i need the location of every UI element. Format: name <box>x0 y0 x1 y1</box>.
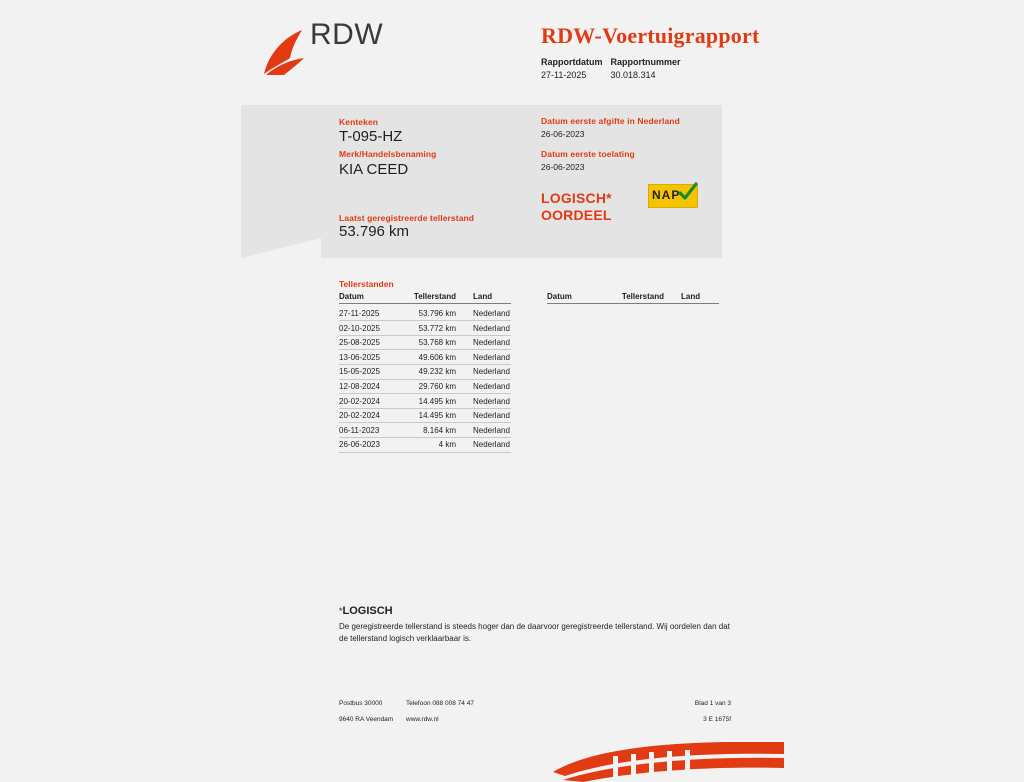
table-header-rule-left <box>339 303 511 304</box>
footer-phone: Telefoon 088 008 74 47 <box>406 700 474 707</box>
page-footer <box>339 700 731 732</box>
rdw-logo-text: RDW <box>310 18 384 51</box>
rapportnummer-value: 30.018.314 <box>610 70 656 80</box>
oordeel-block <box>541 190 612 224</box>
row-divider <box>339 452 511 453</box>
row-divider <box>339 349 511 350</box>
footer-row-1 <box>339 700 731 716</box>
row-divider <box>339 393 511 394</box>
cell-land: Nederland <box>473 367 510 377</box>
cell-datum: 06-11-2023 <box>339 425 380 435</box>
cell-tellerstand: 53.772 km <box>418 323 456 333</box>
row-divider <box>339 379 511 380</box>
table-row <box>339 411 519 426</box>
table-header-rule-right <box>547 303 719 304</box>
table-row <box>339 324 519 339</box>
merk-label: Merk/Handelsbenaming <box>339 149 437 159</box>
kenteken-value: T-095-HZ <box>339 128 403 145</box>
tellerstanden-title: Tellerstanden <box>339 279 394 289</box>
eerste-afgifte-label: Datum eerste afgifte in Nederland <box>541 116 680 126</box>
cell-tellerstand: 49.606 km <box>418 352 456 362</box>
nap-badge-label: NAP <box>652 188 681 202</box>
laatste-tellerstand-label: Laatst geregistreerde tellerstand <box>339 213 475 223</box>
column-header-datum-2: Datum <box>547 292 572 301</box>
eerste-afgifte-value: 26-06-2023 <box>541 129 585 139</box>
cell-datum: 25-08-2025 <box>339 338 380 348</box>
cell-land: Nederland <box>473 396 510 406</box>
cell-tellerstand: 53.796 km <box>418 309 456 318</box>
footer-doc-code: 3 E 1675f <box>703 716 731 723</box>
table-row <box>339 367 519 382</box>
cell-tellerstand: 14.495 km <box>418 411 456 421</box>
column-header-tellerstand-2: Tellerstand <box>621 292 664 301</box>
vehicle-summary-band <box>241 105 722 258</box>
footnote-star: * <box>339 606 343 616</box>
cell-land: Nederland <box>473 440 510 450</box>
table-row <box>339 397 519 412</box>
cell-tellerstand: 29.760 km <box>418 382 456 391</box>
rapportdatum-block <box>541 56 608 82</box>
rapportnummer-label: Rapportnummer <box>610 57 681 67</box>
cell-land: Nederland <box>473 382 510 391</box>
footnote-title <box>339 605 393 617</box>
row-divider <box>339 335 511 336</box>
cell-tellerstand: 14.495 km <box>418 396 456 406</box>
cell-land: Nederland <box>473 425 510 435</box>
row-divider <box>339 422 511 423</box>
table-row <box>339 338 519 353</box>
cell-land: Nederland <box>473 309 510 318</box>
column-header-land-2: Land <box>681 292 701 301</box>
footer-website[interactable]: www.rdw.nl <box>406 716 439 723</box>
table-row <box>339 382 519 397</box>
table-row <box>339 353 519 368</box>
cell-land: Nederland <box>473 411 510 421</box>
column-header-land: Land <box>473 292 493 301</box>
cell-datum: 26-06-2023 <box>339 440 380 450</box>
table-row <box>339 440 519 455</box>
table-row <box>339 309 519 324</box>
table-row <box>339 426 519 441</box>
row-divider <box>339 408 511 409</box>
column-header-datum: Datum <box>339 292 364 301</box>
rdw-logo <box>262 18 402 74</box>
eerste-toelating-label: Datum eerste toelating <box>541 149 635 159</box>
report-meta <box>541 56 681 82</box>
eerste-toelating-value: 26-06-2023 <box>541 162 585 172</box>
column-header-tellerstand: Tellerstand <box>413 292 456 301</box>
oordeel-line-2: OORDEEL <box>541 207 612 223</box>
footer-address-line2: 9640 RA Veendam <box>339 716 394 723</box>
check-icon <box>677 181 699 203</box>
kenteken-label: Kenteken <box>339 117 379 127</box>
oordeel-line-1: LOGISCH* <box>541 190 612 206</box>
cell-datum: 12-08-2024 <box>339 382 380 391</box>
row-divider <box>339 437 511 438</box>
page-title: RDW-Voertuigrapport <box>541 23 760 48</box>
footer-row-2 <box>339 716 731 732</box>
cell-tellerstand: 4 km <box>438 440 456 450</box>
cell-datum: 20-02-2024 <box>339 411 380 421</box>
laatste-tellerstand-value: 53.796 km <box>339 223 410 240</box>
row-divider <box>339 364 511 365</box>
cell-tellerstand: 49.232 km <box>418 367 456 377</box>
cell-datum: 02-10-2025 <box>339 323 380 333</box>
rapportdatum-value: 27-11-2025 <box>541 70 587 80</box>
cell-tellerstand: 8.164 km <box>423 425 456 435</box>
footer-address-line1: Postbus 30000 <box>339 700 383 707</box>
cell-land: Nederland <box>473 338 510 348</box>
rapportnummer-block <box>611 56 681 82</box>
cell-datum: 20-02-2024 <box>339 396 380 406</box>
merk-value: KIA CEED <box>339 161 409 178</box>
cell-land: Nederland <box>473 323 510 333</box>
footnote-body: De geregistreerde tellerstand is steeds hoger dan de daarvoor geregistreerde tellerstand. Wij oordelen dan dat de tellerstand logisch verklaarbaar is. <box>339 622 730 643</box>
row-divider <box>339 320 511 321</box>
cell-datum: 13-06-2025 <box>339 352 380 362</box>
rapportdatum-label: Rapportdatum <box>541 57 603 67</box>
rdw-footer-graphic-icon <box>553 742 784 782</box>
nap-badge <box>648 184 698 208</box>
footnote-title-text: LOGISCH <box>342 605 393 617</box>
cell-land: Nederland <box>473 352 510 362</box>
cell-datum: 27-11-2025 <box>339 309 380 318</box>
footer-page-info: Blad 1 van 3 <box>694 700 731 707</box>
cell-tellerstand: 53.768 km <box>418 338 456 348</box>
cell-datum: 15-05-2025 <box>339 367 380 377</box>
